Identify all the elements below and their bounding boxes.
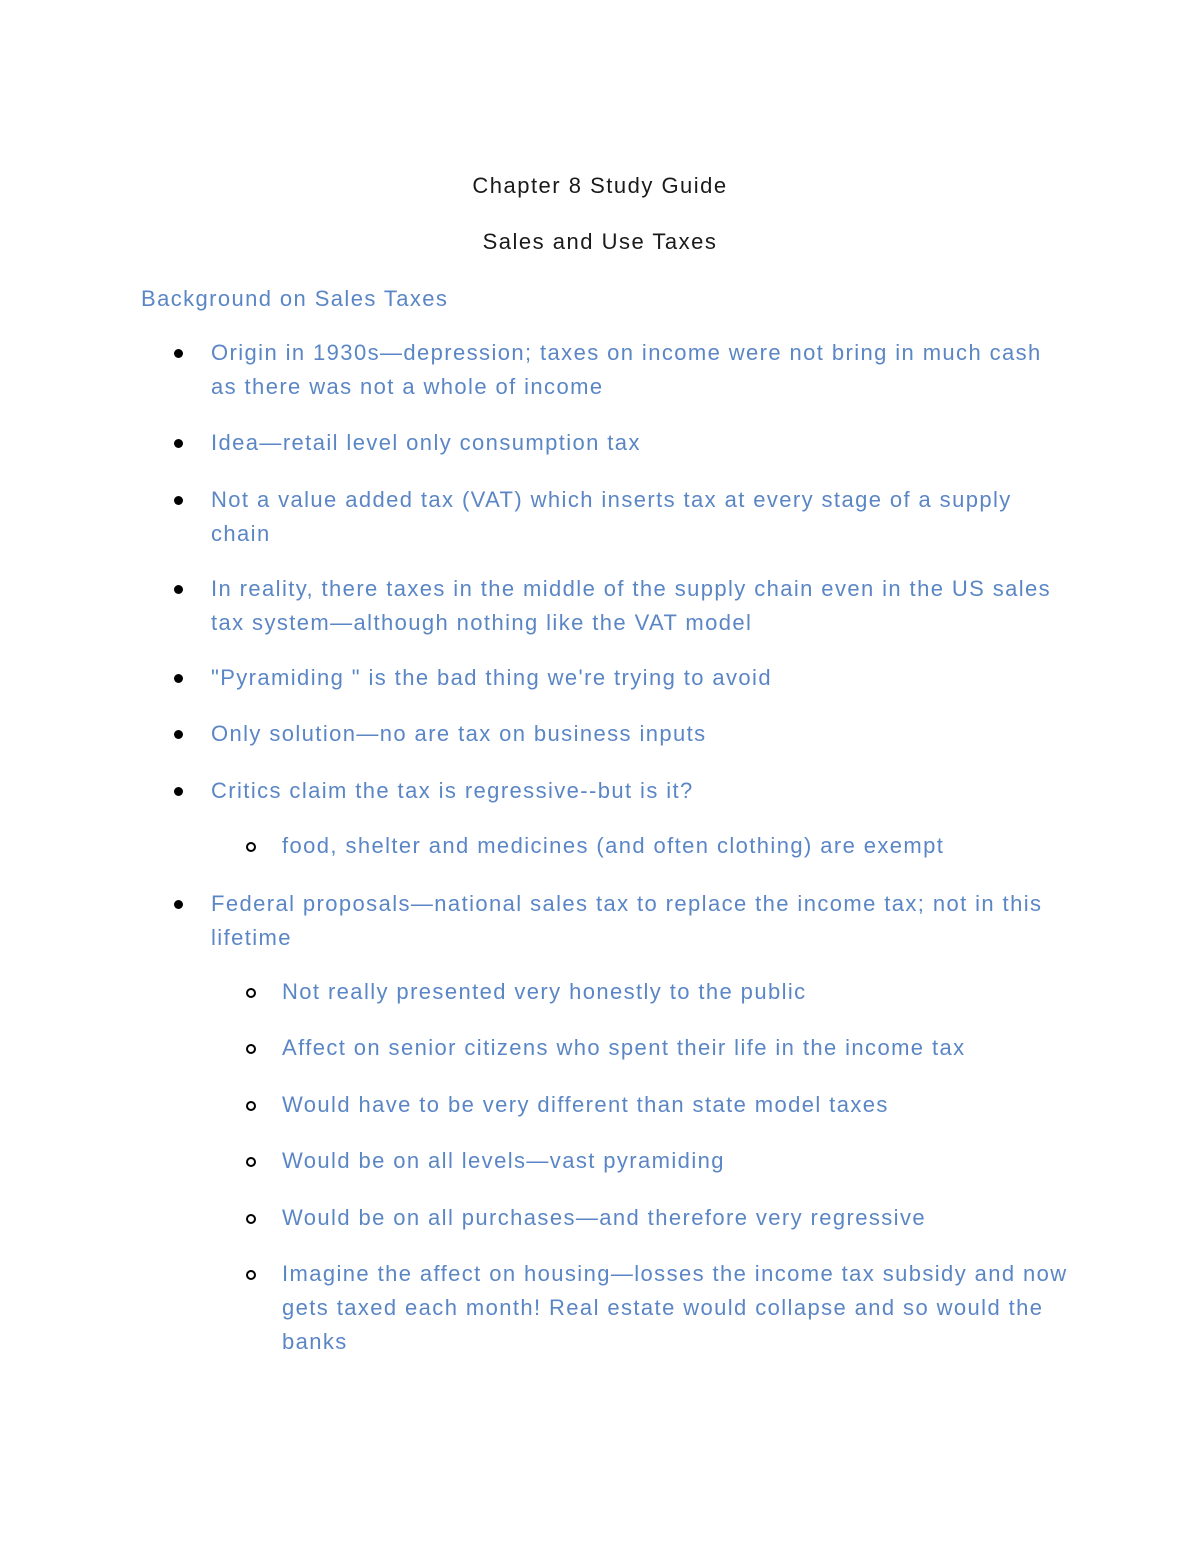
list-item-text: Critics claim the tax is regressive--but is it? [211,778,694,803]
list-item-text: Not a value added tax (VAT) which inserts tax at every stage of a supply chain [211,487,1012,546]
document-title: Chapter 8 Study Guide [472,173,728,198]
bullet-icon [174,674,183,683]
list-item [211,426,1071,460]
list-item [211,774,1071,808]
document-subtitle: Sales and Use Taxes [482,229,718,254]
bullet-icon [174,900,183,909]
circle-bullet-icon [246,1270,256,1280]
list-item [211,483,1071,551]
list-item-text: In reality, there taxes in the middle of the supply chain even in the US sales tax system—although nothing like the VAT model [211,576,1052,635]
sub-list-item [282,1088,1072,1122]
sub-list-item [282,975,1072,1009]
bullet-icon [174,349,183,358]
sub-list-item-text: Would have to be very different than state model taxes [282,1092,889,1117]
sub-list-item-text: Not really presented very honestly to the public [282,979,807,1004]
list-item-text: Origin in 1930s—depression; taxes on income were not bring in much cash as there was not a whole of income [211,340,1042,399]
circle-bullet-icon [246,842,256,852]
circle-bullet-icon [246,1101,256,1111]
sub-list-item-text: Would be on all levels—vast pyramiding [282,1148,725,1173]
sub-list-item [282,829,1072,863]
sub-list-item [282,1144,1072,1178]
circle-bullet-icon [246,1157,256,1167]
list-item [211,336,1071,404]
list-item [211,887,1071,955]
sub-list-item-text: Imagine the affect on housing—losses the income tax subsidy and now gets taxed each month! Real estate would collapse and so would the banks [282,1261,1068,1354]
circle-bullet-icon [246,1044,256,1054]
sub-list-item [282,1201,1072,1235]
sub-list-item-text: food, shelter and medicines (and often clothing) are exempt [282,833,945,858]
list-item-text: Only solution—no are tax on business inputs [211,721,707,746]
sub-list-item-text: Affect on senior citizens who spent their life in the income tax [282,1035,966,1060]
sub-list-item [282,1031,1072,1065]
list-item-text: "Pyramiding " is the bad thing we're trying to avoid [211,665,772,690]
list-item [211,661,1071,695]
list-item-text: Federal proposals—national sales tax to replace the income tax; not in this lifetime [211,891,1043,950]
bullet-icon [174,585,183,594]
circle-bullet-icon [246,988,256,998]
section-heading: Background on Sales Taxes [141,286,449,311]
bullet-icon [174,787,183,796]
sub-list-item [282,1257,1072,1359]
list-item [211,717,1071,751]
bullet-icon [174,439,183,448]
list-item-text: Idea—retail level only consumption tax [211,430,641,455]
sub-list-item-text: Would be on all purchases—and therefore very regressive [282,1205,927,1230]
list-item [211,572,1071,640]
bullet-icon [174,730,183,739]
circle-bullet-icon [246,1214,256,1224]
bullet-icon [174,496,183,505]
